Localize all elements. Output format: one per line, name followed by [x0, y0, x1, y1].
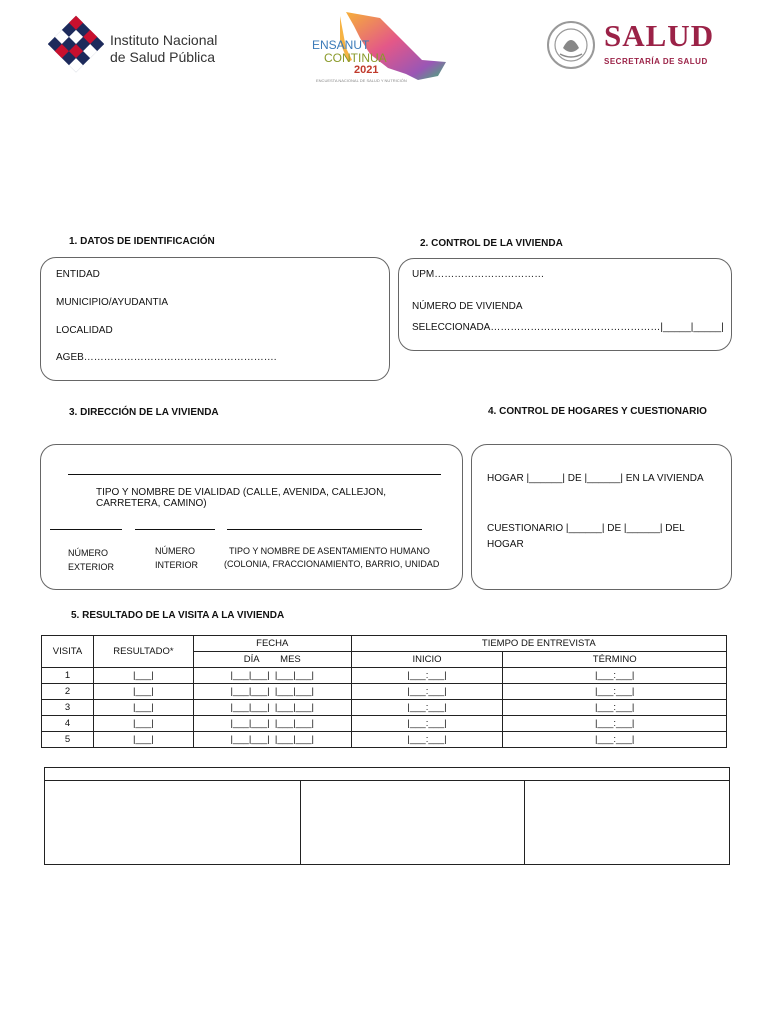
- section-3-title: 3. DIRECCIÓN DE LA VIVIENDA: [69, 407, 219, 418]
- entidad-label: ENTIDAD: [56, 269, 100, 280]
- notes-table: [44, 767, 730, 865]
- table-row: [42, 732, 727, 748]
- date-field[interactable]: |___|___| |___|___|: [193, 700, 351, 716]
- ensanut-subtitle: ENCUESTA NACIONAL DE SALUD Y NUTRICIÓN: [316, 78, 407, 83]
- date-field[interactable]: |___|___| |___|___|: [193, 732, 351, 748]
- household-control-box: [471, 444, 732, 590]
- start-time-field[interactable]: |___:___|: [351, 732, 503, 748]
- salud-title: SALUD: [604, 18, 715, 53]
- result-field[interactable]: |___|: [93, 668, 193, 684]
- table-row: [42, 700, 727, 716]
- start-time-field[interactable]: |___:___|: [351, 684, 503, 700]
- insp-emblem-icon: [48, 14, 104, 74]
- section-1-title: 1. DATOS DE IDENTIFICACIÓN: [69, 236, 215, 247]
- result-field[interactable]: |___|: [93, 700, 193, 716]
- street-line: [68, 474, 441, 475]
- ext-number-line: [50, 529, 122, 530]
- notes-cell-middle[interactable]: [300, 781, 525, 865]
- date-field[interactable]: |___|___| |___|___|: [193, 668, 351, 684]
- tiempo-header: TIEMPO DE ENTREVISTA: [351, 636, 726, 652]
- ensanut-year: 2021: [354, 64, 379, 76]
- insp-name: [110, 32, 217, 66]
- salud-subtitle: SECRETARÍA DE SALUD: [604, 57, 708, 66]
- housing-control-box: [398, 258, 732, 351]
- table-row: [42, 684, 727, 700]
- street-label: TIPO Y NOMBRE DE VIALIDAD (CALLE, AVENIDA, CALLEJON, CARRETERA, CAMINO): [96, 487, 387, 509]
- insp-logo: [48, 14, 218, 78]
- selected-label: SELECCIONADA……………………………………………|_____|_____|: [412, 322, 724, 333]
- continua-word: CONTINUA: [324, 51, 387, 65]
- settlement-line: [227, 529, 422, 530]
- insp-line-1: Instituto Nacional: [110, 32, 218, 48]
- end-time-field[interactable]: |___:___|: [503, 732, 727, 748]
- settlement-label-2: (COLONIA, FRACCIONAMIENTO, BARRIO, UNIDAD: [224, 559, 440, 569]
- end-time-field[interactable]: |___:___|: [503, 716, 727, 732]
- result-field[interactable]: |___|: [93, 684, 193, 700]
- address-box: [40, 444, 463, 590]
- municipio-label: MUNICIPIO/AYUDANTIA: [56, 297, 169, 308]
- ageb-label: AGEB………………………………………………….: [56, 352, 277, 363]
- start-time-field[interactable]: |___:___|: [351, 716, 503, 732]
- table-row: [42, 668, 727, 684]
- int-number-label-2: INTERIOR: [155, 560, 199, 570]
- questionnaire-label-2: HOGAR: [487, 539, 524, 550]
- end-time-field[interactable]: |___:___|: [503, 668, 727, 684]
- end-time-field[interactable]: |___:___|: [503, 700, 727, 716]
- ext-number-label-1: NÚMERO: [68, 548, 108, 558]
- section-2-title: 2. CONTROL DE LA VIVIENDA: [420, 238, 563, 249]
- national-seal-icon: [546, 20, 598, 72]
- household-label: HOGAR |______| DE |______| EN LA VIVIENDA: [487, 473, 704, 484]
- end-time-field[interactable]: |___:___|: [503, 684, 727, 700]
- upm-label: UPM……………………………: [412, 269, 545, 280]
- notes-cell-right[interactable]: [525, 781, 730, 865]
- dia-mes-header: DÍA MES: [193, 652, 351, 668]
- visit-number: 3: [42, 700, 94, 716]
- int-number-line: [135, 529, 215, 530]
- settlement-label-1: TIPO Y NOMBRE DE ASENTAMIENTO HUMANO: [229, 546, 430, 556]
- visits-table: [41, 635, 727, 748]
- inicio-header: INICIO: [351, 652, 503, 668]
- notes-cell-left[interactable]: [45, 781, 301, 865]
- insp-line-2: de Salud Pública: [110, 49, 216, 65]
- date-field[interactable]: |___|___| |___|___|: [193, 684, 351, 700]
- start-time-field[interactable]: |___:___|: [351, 700, 503, 716]
- table-row: [42, 716, 727, 732]
- ensanut-logo: [310, 8, 452, 88]
- int-number-label-1: NÚMERO: [155, 546, 195, 556]
- fecha-header: FECHA: [193, 636, 351, 652]
- ext-number-label-2: EXTERIOR: [68, 562, 115, 572]
- localidad-label: LOCALIDAD: [56, 325, 113, 336]
- visit-number: 2: [42, 684, 94, 700]
- questionnaire-label-1: CUESTIONARIO |______| DE |______| DEL: [487, 523, 685, 534]
- housing-number-label: NÚMERO DE VIVIENDA: [412, 301, 523, 312]
- section-5-title: 5. RESULTADO DE LA VISITA A LA VIVIENDA: [71, 610, 285, 621]
- result-field[interactable]: |___|: [93, 716, 193, 732]
- identification-box: [40, 257, 390, 381]
- visit-number: 1: [42, 668, 94, 684]
- termino-header: TÉRMINO: [503, 652, 727, 668]
- date-field[interactable]: |___|___| |___|___|: [193, 716, 351, 732]
- section-4-title: 4. CONTROL DE HOGARES Y CUESTIONARIO: [488, 406, 707, 417]
- ensanut-word: ENSANUT: [312, 38, 370, 52]
- notes-header-cell: [45, 768, 730, 781]
- resultado-header: RESULTADO*: [93, 636, 193, 668]
- visit-number: 4: [42, 716, 94, 732]
- salud-logo: [546, 18, 736, 74]
- start-time-field[interactable]: |___:___|: [351, 668, 503, 684]
- visita-header: VISITA: [42, 636, 94, 668]
- result-field[interactable]: |___|: [93, 732, 193, 748]
- visit-number: 5: [42, 732, 94, 748]
